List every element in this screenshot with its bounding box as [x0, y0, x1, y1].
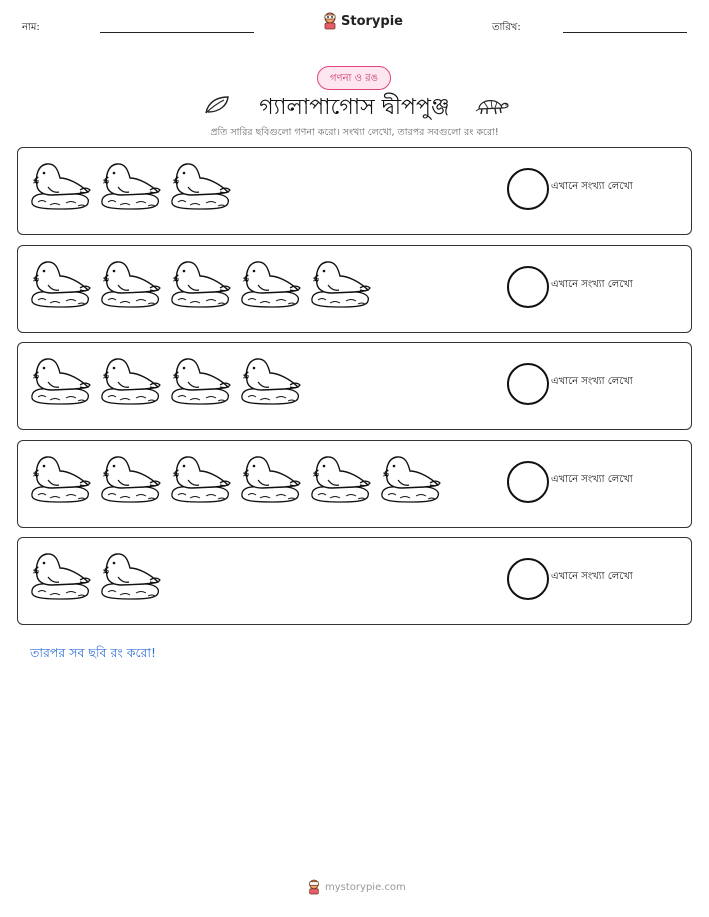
- counting-row: [17, 537, 692, 625]
- answer-prompt: এখানে সংখ্যা লেখো: [551, 279, 633, 290]
- answer-circle[interactable]: [507, 558, 549, 600]
- site-footer: [307, 879, 406, 895]
- category-tag: গণনা ও রঙ: [317, 66, 391, 90]
- answer-prompt: এখানে সংখ্যা লেখো: [551, 181, 633, 192]
- answer-prompt: এখানে সংখ্যা লেখো: [551, 474, 633, 485]
- answer-circle[interactable]: [507, 168, 549, 210]
- sea-lion-icon: [28, 254, 92, 310]
- sea-lion-icon: [98, 156, 162, 212]
- brand-logo: [322, 12, 403, 30]
- sea-lion-icon: [308, 449, 372, 505]
- sea-lion-icon: [28, 546, 92, 602]
- page-title: গ্যালাপাগোস দ্বীপপুঞ্জ: [259, 95, 450, 120]
- seal-group: [28, 546, 162, 602]
- sea-lion-icon: [378, 449, 442, 505]
- site-url: mystorypie.com: [325, 881, 406, 893]
- counting-row: [17, 440, 692, 528]
- storypie-mascot-icon: [322, 12, 338, 30]
- sea-lion-icon: [308, 254, 372, 310]
- sea-lion-icon: [168, 254, 232, 310]
- sea-lion-icon: [238, 449, 302, 505]
- sea-lion-icon: [98, 351, 162, 407]
- date-line: [563, 32, 687, 33]
- counting-row: [17, 245, 692, 333]
- tortoise-icon: [474, 93, 510, 117]
- answer-circle[interactable]: [507, 461, 549, 503]
- sea-lion-icon: [28, 156, 92, 212]
- sea-lion-icon: [168, 449, 232, 505]
- sea-lion-icon: [98, 449, 162, 505]
- sea-lion-icon: [238, 351, 302, 407]
- sea-lion-icon: [98, 254, 162, 310]
- storypie-mascot-icon: [307, 879, 321, 895]
- sea-lion-icon: [28, 351, 92, 407]
- sea-lion-icon: [168, 351, 232, 407]
- counting-row: [17, 147, 692, 235]
- seal-group: [28, 156, 232, 212]
- seal-group: [28, 449, 442, 505]
- answer-circle[interactable]: [507, 266, 549, 308]
- answer-circle[interactable]: [507, 363, 549, 405]
- counting-row: [17, 342, 692, 430]
- closing-note: তারপর সব ছবি রং করো!: [30, 645, 156, 660]
- name-line: [100, 32, 254, 33]
- answer-prompt: এখানে সংখ্যা লেখো: [551, 571, 633, 582]
- sea-lion-icon: [168, 156, 232, 212]
- sea-lion-icon: [28, 449, 92, 505]
- date-label: তারিখ:: [492, 22, 521, 33]
- seal-group: [28, 254, 372, 310]
- name-label: নাম:: [22, 22, 40, 33]
- sea-lion-icon: [98, 546, 162, 602]
- sea-lion-icon: [238, 254, 302, 310]
- instructions: প্রতি সারির ছবিগুলো গণনা করো। সংখ্যা লেখো, তারপর সবগুলো রং করো!: [210, 127, 499, 138]
- answer-prompt: এখানে সংখ্যা লেখো: [551, 376, 633, 387]
- seal-group: [28, 351, 302, 407]
- brand-name: Storypie: [341, 13, 403, 29]
